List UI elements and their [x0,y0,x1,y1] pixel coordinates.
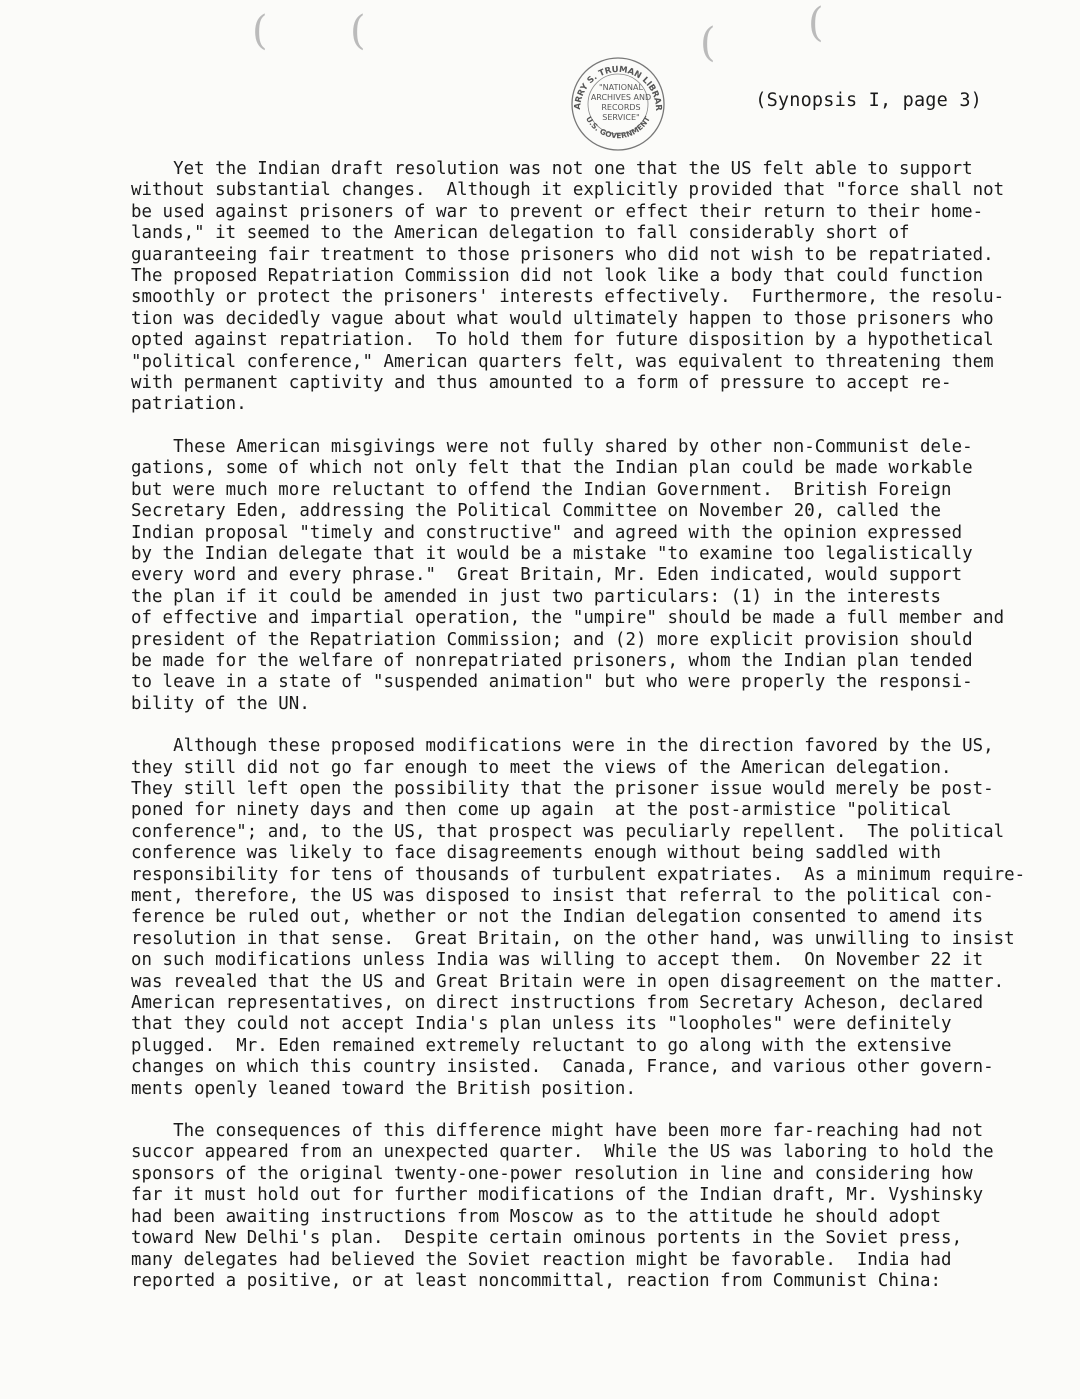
text-line: changes on which this country insisted. Canada, France, and various other govern- [131,1057,994,1078]
text-line: "political conference," American quarters felt, was equivalent to threatening them [131,351,994,372]
text-line: reported a positive, or at least noncommittal, reaction from Communist China: [131,1270,942,1291]
text-line: toward New Delhi's plan. Despite certain ominous portents in the Soviet press, [131,1228,963,1249]
text-line: resolution in that sense. Great Britain, on the other hand, was unwilling to insist [131,928,1015,949]
punch-mark-right-1: ( [700,20,716,66]
punch-mark-left: ( [252,8,268,54]
text-line: succor appeared from an unexpected quarter. While the US was laboring to hold the [131,1142,994,1163]
text-line: Yet the Indian draft resolution was not one that the US felt able to support [131,159,973,179]
text-line: smoothly or protect the prisoners' interests effectively. Furthermore, the resolu- [131,287,1005,308]
text-line: ference be ruled out, whether or not the Indian delegation consented to amend its [131,907,984,928]
text-line: had been awaiting instructions from Moscow as to the attitude he should adopt [131,1206,942,1227]
text-line: they still did not go far enough to meet the views of the American delegation. [131,757,952,778]
paragraph [131,159,1011,416]
text-line: of effective and impartial operation, the "umpire" should be made a full member and [131,608,1005,629]
text-line: patriation. [131,394,247,415]
document-body [131,159,1026,1313]
text-line: These American misgivings were not fully shared by other non-Communist dele- [131,436,973,457]
text-line: The consequences of this difference might have been more far-reaching had not [131,1121,984,1142]
archive-stamp [568,52,668,152]
text-line: opted against repatriation. To hold them for future disposition by a hypothetical [131,330,994,351]
stamp-line-4: SERVICE" [602,113,640,122]
text-line: far it must hold out for further modifications of the Indian draft, Mr. Vyshinsky [131,1185,984,1206]
text-line: ments openly leaned toward the British position. [131,1078,636,1099]
text-line: conference"; and, to the US, that prospect was peculiarly repellent. The political [131,821,1005,842]
text-line: Indian proposal "timely and constructive" and agreed with the opinion expressed [131,522,963,543]
stamp-bottom-arc: U.S. GOVERNMENT [584,114,652,141]
punch-mark-center: ( [350,8,366,54]
text-line: ment, therefore, the US was disposed to insist that referral to the political con- [131,886,994,906]
text-line: American representatives, on direct instructions from Secretary Acheson, declared [131,993,984,1014]
text-line: the plan if it could be amended in just two particulars: (1) in the interests [131,586,942,607]
paragraph [131,736,1026,1100]
text-line: be made for the welfare of nonrepatriated prisoners, whom the Indian plan tended [131,650,973,671]
text-line: was revealed that the US and Great Britain were in open disagreement on the matter. [131,971,1005,992]
text-line: without substantial changes. Although it explicitly provided that "force shall not [131,180,1005,201]
text-line: bility of the UN. [131,693,310,714]
text-line: Although these proposed modifications were in the direction favored by the US, [131,736,994,757]
text-line: president of the Repatriation Commission; and (2) more explicit provision should [131,629,973,650]
text-line: many delegates had believed the Soviet reaction might be favorable. India had [131,1249,952,1270]
text-line: They still left open the possibility that the prisoner issue would merely be post- [131,778,994,799]
stamp-top-arc: ARRY S. TRUMAN LIBRAR [572,64,664,111]
text-line: guaranteeing fair treatment to those prisoners who did not wish to be repatriated. [131,244,994,265]
paragraph [131,1121,1011,1292]
text-line: plugged. Mr. Eden remained extremely reluctant to go along with the extensive [131,1035,952,1056]
text-line: be used against prisoners of war to prevent or effect their return to their home- [131,201,984,222]
stamp-line-3: RECORDS [601,103,641,112]
text-line: on such modifications unless India was willing to accept them. On November 22 it [131,950,984,971]
text-line: lands," it seemed to the American delegation to fall considerably short of [131,223,910,244]
text-line: to leave in a state of "suspended animation" but who were properly the responsi- [131,672,973,693]
text-line: that they could not accept India's plan unless its "loopholes" were definitely [131,1014,952,1035]
text-line: but were much more reluctant to offend the Indian Government. British Foreign [131,479,952,500]
stamp-line-2: ARCHIVES AND [590,93,652,102]
page-reference: (Synopsis I, page 3) [755,90,982,111]
text-line: conference was likely to face disagreements enough without being saddled with [131,843,942,864]
text-line: tion was decidedly vague about what would ultimately happen to those prisoners who [131,308,994,329]
text-line: The proposed Repatriation Commission did not look like a body that could function [131,266,984,287]
paragraph [131,437,1011,715]
punch-mark-right-2: ( [808,0,824,46]
text-line: gations, some of which not only felt that the Indian plan could be made workable [131,458,973,479]
text-line: by the Indian delegate that it would be a mistake "to examine too legalistically [131,543,973,564]
text-line: responsibility for tens of thousands of turbulent expatriates. As a minimum require- [131,864,1026,885]
stamp-line-1: "NATIONAL [599,83,643,92]
text-line: every word and every phrase." Great Britain, Mr. Eden indicated, would support [131,565,963,586]
text-line: sponsors of the original twenty-one-power resolution in line and considering how [131,1163,973,1184]
text-line: with permanent captivity and thus amounted to a form of pressure to accept re- [131,373,952,394]
text-line: poned for ninety days and then come up again at the post-armistice "political [131,800,952,821]
text-line: Secretary Eden, addressing the Political Committee on November 20, called the [131,501,942,522]
